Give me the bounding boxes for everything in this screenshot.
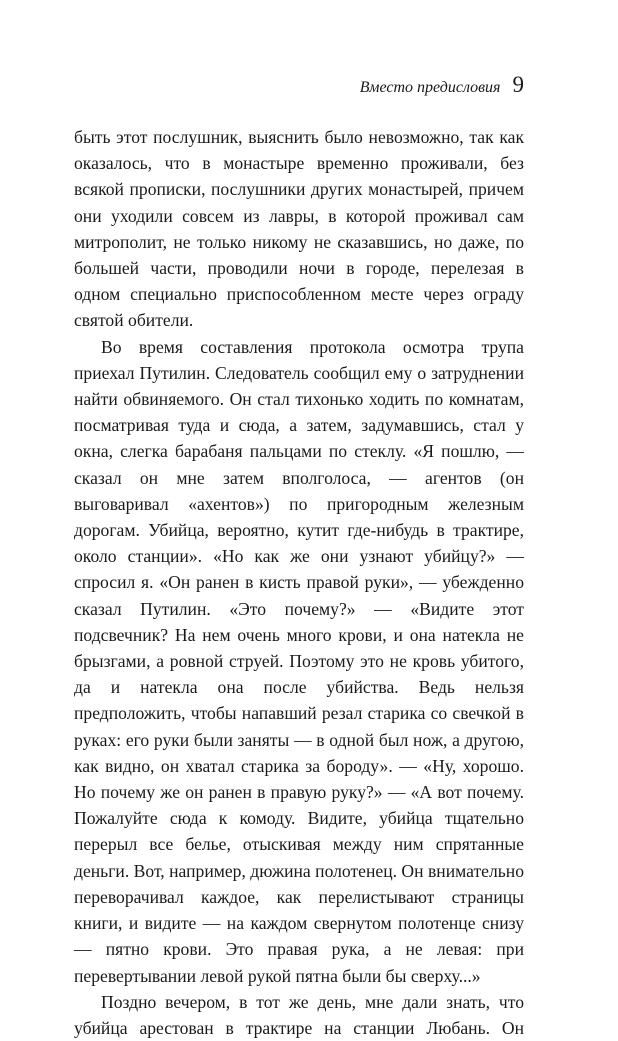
paragraph-3: Поздно вечером, в тот же день, мне дали знать, что убийца арестован в трактире на станции Любань. Он	[74, 991, 524, 1038]
paragraph-1: быть этот послушник, выяснить было невозможно, так как оказалось, что в монастыре временно проживали, без всякой прописки, послушники других монастырей, причем они уходили совсем из лавры, в которой проживал сам митрополит, не только никому не сказавшись, но даже, по большей части, проводили ночи в городе, перелезая в одном специально приспособленном месте через ограду святой обители.	[74, 127, 524, 331]
page-number: 9	[512, 72, 524, 97]
running-title: Вместо предисловия	[359, 79, 501, 96]
running-head	[360, 72, 524, 98]
paragraph-2: Во время составления протокола осмотра трупа приехал Путилин. Следователь сообщил ему о затруднении найти обвиняемого. Он стал тихонько ходить по комнатам, посматривая туда и сюда, а затем, задумавшись, стал у окна, слегка барабаня пальцами по стеклу. «Я пошлю, — сказал он мне затем вполголоса, — агентов (он выговаривал «ахентов») по пригородным железным дорогам. Убийца, вероятно, кутит где-нибудь в трактире, около станции». «Но как же они узнают убийцу?» — спросил я. «Он ранен в кисть правой руки», — убежденно сказал Путилин. «Это почему?» — «Видите этот подсвечник? На нем очень много крови, и она натекла не брызгами, а ровной струей. Поэтому это не кровь убитого, да и натекла она после убийства. Ведь нельзя предположить, чтобы напавший резал старика со свечкой в руках: его руки были заняты — в одной был нож, а другою, как видно, он хватал старика за бороду». — «Ну, хорошо. Но почему же он ранен в правую руку?» — «А вот почему. Пожалуйте сюда к комоду. Видите, убийца тщательно перерыл все белье, отыскивая между ним спрятанные деньги. Вот, например, дюжина полотенец. Он внимательно переворачивал каждое, как перелистывают страницы книги, и видите — на каждом свернутом полотенце снизу — пятно крови. Это правая рука, а не левая: при перевертывании левой рукой пятна были бы сверху...»	[74, 336, 524, 986]
body-text	[74, 124, 524, 1041]
